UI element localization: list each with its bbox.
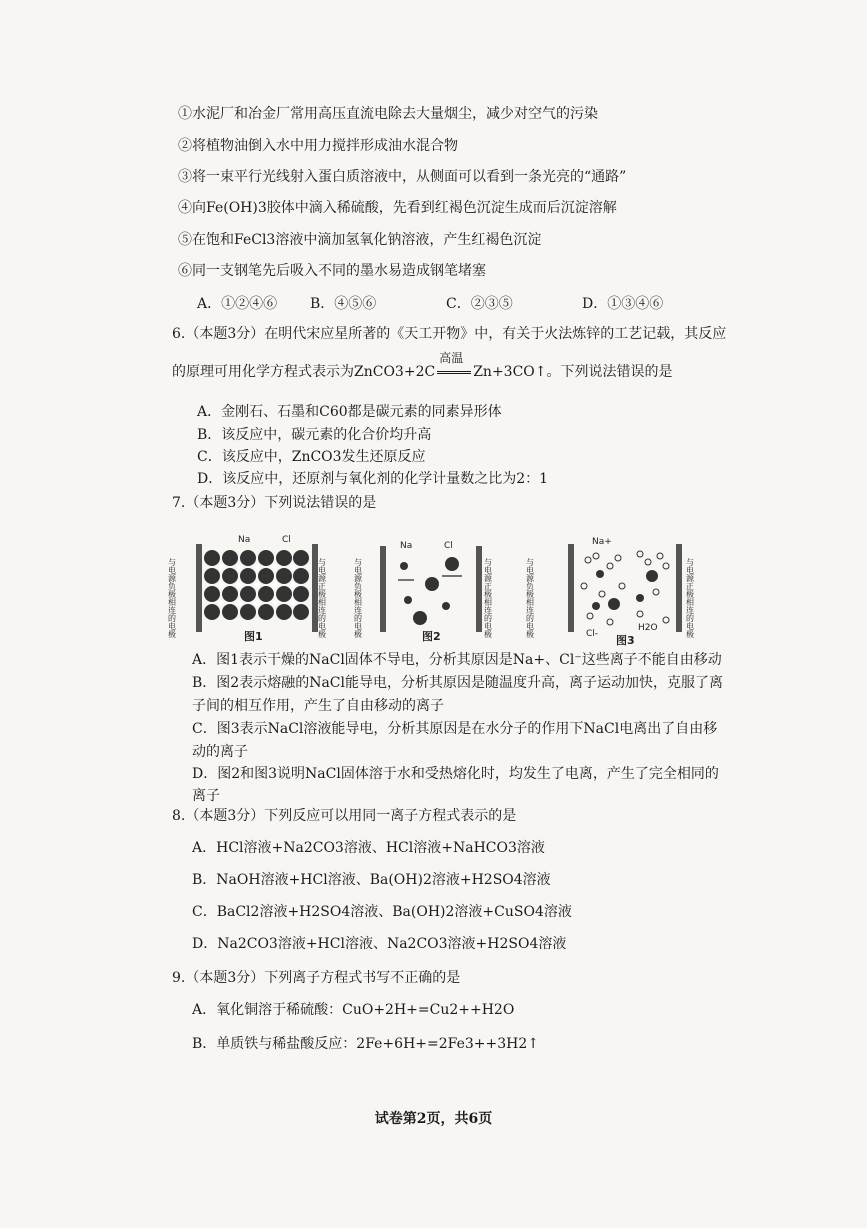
- fig3-left-electrode: [568, 544, 574, 632]
- q6-option-c[interactable]: C．该反应中，ZnCO3发生还原反应: [197, 449, 426, 465]
- fig3-right-electrode-label: 与电源正极相连的电极: [685, 558, 695, 638]
- fig1-na-label: Na: [238, 535, 251, 545]
- fig1-right-electrode-label: 与电源正极相连的电极: [317, 558, 327, 638]
- nacl-conductivity-figure: [167, 535, 730, 647]
- fig3-h2o-label: H2O: [638, 623, 658, 633]
- reaction-condition: 高温: [439, 351, 464, 365]
- fig3-caption: 图3: [616, 634, 635, 647]
- q7-stem: 7.（本题3分）下列说法错误的是: [172, 495, 377, 511]
- fig2-cl-label: Cl: [444, 541, 453, 551]
- q7-option-c-cont: 动的离子: [192, 744, 248, 760]
- statement-3: ③将一束平行光线射入蛋白质溶液中，从侧面可以看到一条光亮的“通路”: [178, 169, 627, 185]
- reaction-arrow: [437, 351, 471, 382]
- q7-option-d[interactable]: D．图2和图3说明NaCl固体溶于水和受热熔化时，均发生了电离，产生了完全相同的: [192, 766, 719, 782]
- fig2-left-electrode-label: 与电源负极相连的电极: [353, 558, 363, 638]
- q7-option-c[interactable]: C．图3表示NaCl溶液能导电，分析其原因是在水分子的作用下NaCl电离出了自由移: [192, 721, 718, 737]
- fig3-cl-minus-label: Cl-: [586, 629, 599, 639]
- q5-option-d[interactable]: D．①③④⑥: [582, 296, 664, 312]
- fig1-left-electrode-label: 与电源负极相连的电极: [167, 558, 177, 638]
- q8-option-a[interactable]: A．HCl溶液+Na2CO3溶液、HCl溶液+NaHCO3溶液: [192, 840, 545, 856]
- statement-6: ⑥同一支钢笔先后吸入不同的墨水易造成钢笔堵塞: [178, 263, 486, 279]
- q8-stem: 8.（本题3分）下列反应可以用同一离子方程式表示的是: [172, 808, 517, 824]
- q6-stem-line1: 6.（本题3分）在明代宋应星所著的《天工开物》中，有关于火法炼锌的工艺记载，其反应: [172, 326, 727, 342]
- fig1-cl-label: Cl: [282, 535, 291, 545]
- fig1-caption: 图1: [244, 630, 263, 643]
- q5-options: [0, 294, 867, 314]
- equals-arrow-icon: [437, 371, 471, 374]
- q6-option-a[interactable]: A．金刚石、石墨和C60都是碳元素的同素异形体: [197, 404, 502, 420]
- fig3-left-electrode-label: 与电源负极相连的电极: [525, 558, 535, 638]
- statement-2: ②将植物油倒入水中用力搅拌形成油水混合物: [178, 138, 458, 154]
- q7-option-b-cont: 子间的相互作用，产生了自由移动的离子: [192, 698, 444, 714]
- fig1-left-electrode: [196, 544, 202, 632]
- q6-option-d[interactable]: D．该反应中，还原剂与氧化剂的化学计量数之比为2：1: [197, 471, 549, 487]
- q8-option-d[interactable]: D．Na2CO3溶液+HCl溶液、Na2CO3溶液+H2SO4溶液: [192, 936, 567, 952]
- q6-stem-before: 的原理可用化学方程式表示为ZnCO3+2C: [172, 364, 436, 380]
- q6-stem-after: Zn+3CO↑。下列说法错误的是: [473, 364, 673, 380]
- statement-1: ①水泥厂和冶金厂常用高压直流电除去大量烟尘，减少对空气的污染: [178, 106, 598, 122]
- q9-stem: 9.（本题3分）下列离子方程式书写不正确的是: [172, 970, 461, 986]
- fig2-caption: 图2: [422, 630, 441, 643]
- fig3-right-electrode: [676, 544, 682, 632]
- fig2-na-label: Na: [400, 541, 413, 551]
- q7-option-b[interactable]: B．图2表示熔融的NaCl能导电，分析其原因是随温度升高，离子运动加快，克服了离: [192, 675, 723, 691]
- q9-option-a[interactable]: A．氧化铜溶于稀硫酸：CuO+2H+=Cu2++H2O: [192, 1002, 515, 1018]
- q5-option-a[interactable]: A．①②④⑥: [197, 296, 278, 312]
- statement-5: ⑤在饱和FeCl3溶液中滴加氢氧化钠溶液，产生红褐色沉淀: [178, 232, 542, 248]
- q7-option-a[interactable]: A．图1表示干燥的NaCl固体不导电，分析其原因是Na+、Cl⁻这些离子不能自由移动: [192, 652, 722, 668]
- q8-option-b[interactable]: B．NaOH溶液+HCl溶液、Ba(OH)2溶液+H2SO4溶液: [192, 872, 551, 888]
- fig2-right-electrode: [476, 546, 482, 632]
- q5-option-b[interactable]: B．④⑤⑥: [310, 296, 377, 312]
- q8-option-c[interactable]: C．BaCl2溶液+H2SO4溶液、Ba(OH)2溶液+CuSO4溶液: [192, 904, 572, 920]
- fig3-na-plus-label: Na+: [592, 537, 612, 547]
- q6-stem-line2: [172, 351, 673, 382]
- fig3-hydrated-ions: [581, 551, 669, 625]
- fig2-left-electrode: [380, 546, 386, 632]
- q6-option-b[interactable]: B．该反应中，碳元素的化合价均升高: [197, 427, 432, 443]
- figure-svg: [167, 535, 730, 647]
- statement-4: ④向Fe(OH)3胶体中滴入稀硫酸，先看到红褐色沉淀生成而后沉淀溶解: [178, 200, 617, 216]
- fig1-lattice: [204, 550, 309, 620]
- page-footer: 试卷第2页，共6页: [374, 1111, 493, 1127]
- fig2-free-ions: [398, 557, 462, 625]
- q5-option-c[interactable]: C．②③⑤: [446, 296, 513, 312]
- fig2-right-electrode-label: 与电源正极相连的电极: [483, 558, 493, 638]
- q7-option-d-cont: 离子: [192, 788, 220, 804]
- q9-option-b[interactable]: B．单质铁与稀盐酸反应：2Fe+6H+=2Fe3++3H2↑: [192, 1036, 539, 1052]
